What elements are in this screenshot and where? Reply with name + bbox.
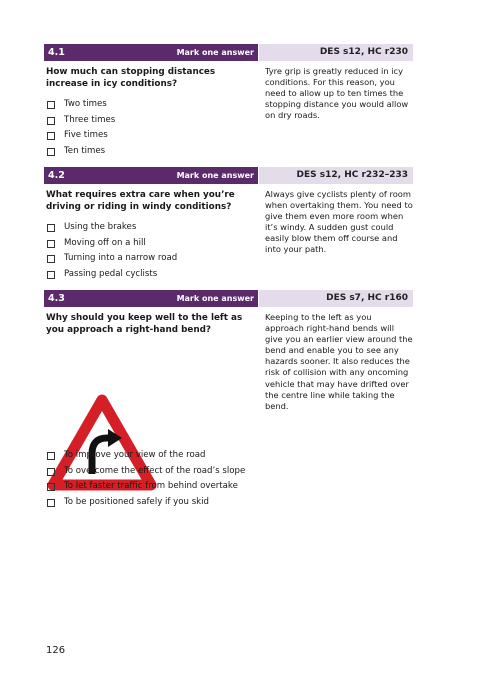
checkbox[interactable] bbox=[47, 452, 55, 460]
answer-option[interactable] bbox=[46, 237, 177, 253]
answer-list bbox=[46, 98, 115, 160]
question-text: How much can stopping distances increase in icy conditions? bbox=[46, 67, 216, 89]
question-header bbox=[44, 167, 413, 184]
checkbox[interactable] bbox=[47, 271, 55, 279]
answer-option[interactable] bbox=[46, 449, 245, 465]
answer-option[interactable] bbox=[46, 145, 115, 161]
reference-bar bbox=[259, 290, 413, 307]
checkbox[interactable] bbox=[47, 468, 55, 476]
answer-label: Two times bbox=[64, 99, 107, 109]
reference: DES s12, HC r232–233 bbox=[296, 170, 408, 180]
answer-label: To overcome the effect of the road’s slope bbox=[64, 465, 246, 476]
mark-instruction: Mark one answer bbox=[176, 170, 254, 180]
question-header bbox=[44, 290, 413, 307]
checkbox[interactable] bbox=[47, 483, 55, 491]
explanation: Always give cyclists plenty of room when overtaking them. You need to give them even more room when it’s windy. A sudden gust could easily blow them off course and into your path. bbox=[265, 189, 413, 255]
answer-option[interactable] bbox=[46, 98, 115, 114]
reference-bar bbox=[259, 44, 413, 61]
checkbox[interactable] bbox=[47, 499, 55, 507]
mark-instruction: Mark one answer bbox=[176, 293, 254, 303]
reference-bar bbox=[259, 167, 413, 184]
answer-option[interactable] bbox=[46, 480, 245, 496]
checkbox[interactable] bbox=[47, 148, 55, 156]
answer-label: Moving off on a hill bbox=[64, 237, 146, 248]
answer-option[interactable] bbox=[46, 221, 177, 237]
answer-option[interactable] bbox=[46, 268, 177, 284]
answer-option[interactable] bbox=[46, 114, 115, 130]
question-header-bar bbox=[44, 290, 258, 307]
checkbox[interactable] bbox=[47, 117, 55, 125]
question-number: 4.1 bbox=[48, 47, 65, 58]
checkbox[interactable] bbox=[47, 224, 55, 232]
answer-list bbox=[46, 449, 245, 511]
answer-label: To improve your view of the road bbox=[64, 450, 206, 460]
question-number: 4.2 bbox=[48, 170, 65, 181]
question-header-bar bbox=[44, 167, 258, 184]
page-number: 126 bbox=[46, 645, 66, 656]
answer-option[interactable] bbox=[46, 252, 177, 268]
checkbox[interactable] bbox=[47, 132, 55, 140]
answer-label: Passing pedal cyclists bbox=[64, 268, 158, 279]
mark-instruction: Mark one answer bbox=[176, 47, 254, 57]
question-text: What requires extra care when you’re driving or riding in windy conditions? bbox=[46, 190, 235, 212]
reference: DES s12, HC r230 bbox=[319, 47, 408, 57]
answer-label: To let faster traffic from behind overtake bbox=[64, 481, 238, 491]
question-4-2 bbox=[44, 167, 413, 279]
question-header bbox=[44, 44, 413, 61]
question-text: Why should you keep well to the left as you approach a right-hand bend? bbox=[46, 313, 243, 335]
answer-label: Five times bbox=[64, 130, 108, 140]
explanation: Keeping to the left as you approach right-hand bends will give you an earlier view around the bend and enable you to see any hazards sooner. It also reduces the risk of collision with any oncoming vehicle that may have drifted over the centre line while taking the bend. bbox=[265, 312, 413, 411]
answer-list bbox=[46, 221, 177, 283]
checkbox[interactable] bbox=[47, 101, 55, 109]
checkbox[interactable] bbox=[47, 240, 55, 248]
question-4-3 bbox=[44, 290, 413, 507]
answer-option[interactable] bbox=[46, 496, 245, 512]
question-header-bar bbox=[44, 44, 258, 61]
explanation: Tyre grip is greatly reduced in icy conditions. For this reason, you need to allow up to ten times the stopping distance you would allow on dry roads. bbox=[265, 66, 409, 121]
answer-label: Three times bbox=[64, 114, 116, 125]
question-4-1 bbox=[44, 44, 413, 156]
answer-label: To be positioned safely if you skid bbox=[64, 496, 209, 507]
checkbox[interactable] bbox=[47, 255, 55, 263]
answer-option[interactable] bbox=[46, 465, 245, 481]
answer-label: Using the brakes bbox=[64, 222, 137, 232]
answer-option[interactable] bbox=[46, 129, 115, 145]
answer-label: Turning into a narrow road bbox=[64, 253, 178, 263]
answer-label: Ten times bbox=[64, 145, 106, 156]
reference: DES s7, HC r160 bbox=[326, 293, 408, 303]
question-number: 4.3 bbox=[48, 293, 65, 304]
